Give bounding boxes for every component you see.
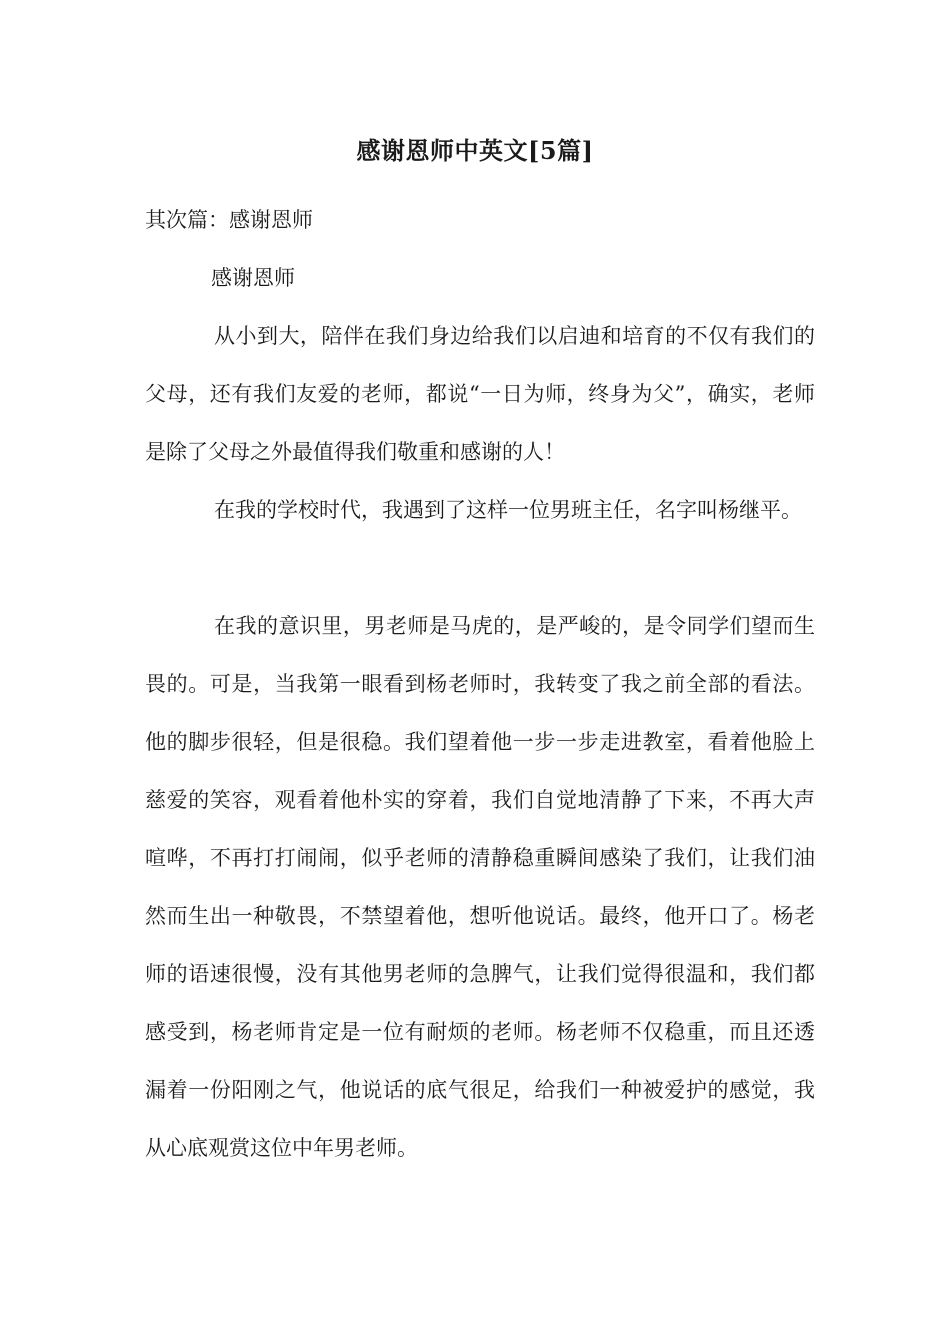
sub-heading: 感谢恩师 (211, 266, 295, 290)
paragraph: 在我的意识里，男老师是马虎的，是严峻的，是令同学们望而生畏的。可是，当我第一眼看到杨老师时，我转变了我之前全部的看法。他的脚步很轻，但是很稳。我们望着他一步一步走进教室，看着他脸上慈爱的笑容，观看着他朴实的穿着，我们自觉地清静了下来，不再大声喧哗，不再打打闹闹，似乎老师的清静稳重瞬间感染了我们，让我们油然而生出一种敬畏，不禁望着他，想听他说话。最终，他开口了。杨老师的语速很慢，没有其他男老师的急脾气，让我们觉得很温和，我们都感受到，杨老师肯定是一位有耐烦的老师。杨老师不仅稳重，而且还透漏着一份阳刚之气，他说话的底气很足，给我们一种被爱护的感觉，我从心底观赏这位中年男老师。 (145, 614, 815, 1160)
paragraph: 从小到大，陪伴在我们身边给我们以启迪和培育的不仅有我们的父母，还有我们友爱的老师，都说“一日为师，终身为父”，确实，老师是除了父母之外最值得我们敬重和感谢的人！ (145, 324, 815, 464)
section-heading: 其次篇：感谢恩师 (145, 208, 313, 232)
document-title: 感谢恩师中英文[5篇] (356, 136, 594, 165)
paragraph: 在我的学校时代，我遇到了这样一位男班主任，名字叫杨继平。 (214, 498, 802, 522)
